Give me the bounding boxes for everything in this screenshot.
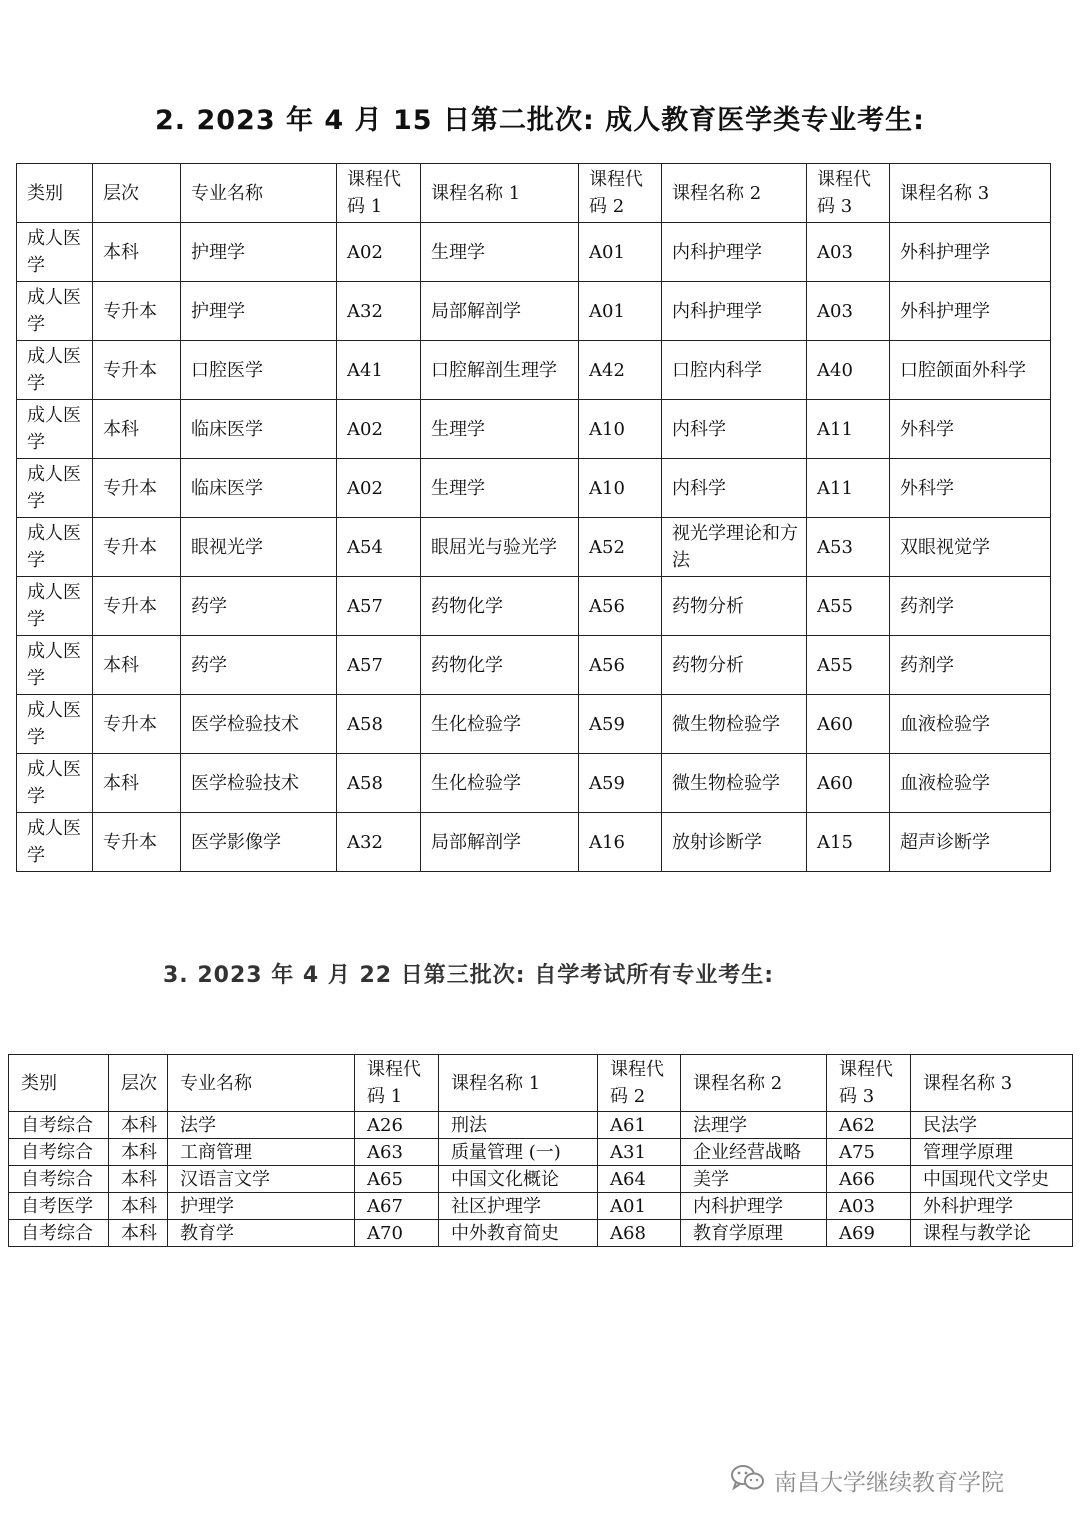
table-cell: A69 [827,1220,911,1247]
table-cell: 工商管理 [168,1139,355,1166]
table-cell: A70 [355,1220,439,1247]
table-row [17,223,1051,282]
table-cell: 成人医学 [17,282,93,341]
table-cell: 成人医学 [17,813,93,872]
table-cell: A16 [579,813,662,872]
table-cell: A57 [337,636,421,695]
wechat-icon [730,1463,766,1497]
table-cell: A59 [579,695,662,754]
table-cell: 护理学 [181,282,337,341]
table-cell: 药学 [181,636,337,695]
table-cell: A10 [579,459,662,518]
table-cell: 自考综合 [9,1139,109,1166]
table-cell: 美学 [681,1166,827,1193]
table-cell: 成人医学 [17,341,93,400]
table-cell: 本科 [109,1112,168,1139]
table-cell: A32 [337,282,421,341]
table-cell: 本科 [109,1139,168,1166]
section3-table-body [9,1055,1073,1247]
table-cell: 中国现代文学史 [911,1166,1073,1193]
table-row [9,1112,1073,1139]
table-cell: 汉语言文学 [168,1166,355,1193]
table-cell: 法理学 [681,1112,827,1139]
table-cell: A10 [579,400,662,459]
table-cell: 双眼视觉学 [890,518,1051,577]
table-cell: A32 [337,813,421,872]
table-cell: 成人医学 [17,400,93,459]
table-cell: A01 [579,223,662,282]
section2-title: 2. 2023 年 4 月 15 日第二批次: 成人教育医学类专业考生: [155,105,925,136]
table-cell: A56 [579,577,662,636]
table-cell: A41 [337,341,421,400]
table-cell: 内科护理学 [662,223,807,282]
table-row [17,282,1051,341]
table-cell: 本科 [93,400,181,459]
table-cell: 专升本 [93,695,181,754]
table-cell: A65 [355,1166,439,1193]
table-cell: A15 [807,813,890,872]
header-cell: 层次 [93,164,181,223]
table-header-row [17,164,1051,223]
table-cell: A68 [598,1220,681,1247]
table-cell: 自考综合 [9,1166,109,1193]
table-cell: 成人医学 [17,518,93,577]
table-cell: 口腔医学 [181,341,337,400]
header-cell: 课程名称 2 [681,1055,827,1112]
table-cell: 法学 [168,1112,355,1139]
header-cell: 课程代码 2 [579,164,662,223]
table-cell: 医学检验技术 [181,695,337,754]
table-cell: A01 [598,1193,681,1220]
table-cell: 生化检验学 [421,754,579,813]
section2-table [16,163,1051,872]
table-cell: 外科学 [890,400,1051,459]
table-row [17,459,1051,518]
table-row [17,577,1051,636]
table-cell: A59 [579,754,662,813]
table-cell: 护理学 [181,223,337,282]
table-cell: 专升本 [93,577,181,636]
table-cell: A64 [598,1166,681,1193]
table-cell: 内科学 [662,459,807,518]
table-cell: A58 [337,754,421,813]
table-header-row [9,1055,1073,1112]
table-row [9,1193,1073,1220]
table-cell: 刑法 [439,1112,598,1139]
table-cell: 本科 [93,754,181,813]
table-cell: A42 [579,341,662,400]
table-cell: 社区护理学 [439,1193,598,1220]
table-cell: 局部解剖学 [421,282,579,341]
table-cell: A26 [355,1112,439,1139]
table-cell: A02 [337,459,421,518]
header-cell: 课程名称 1 [421,164,579,223]
table-cell: 成人医学 [17,223,93,282]
table-cell: 外科护理学 [890,223,1051,282]
table-cell: 专升本 [93,282,181,341]
table-row [17,518,1051,577]
table-cell: 护理学 [168,1193,355,1220]
table-row [17,813,1051,872]
table-cell: 课程与教学论 [911,1220,1073,1247]
table-cell: A03 [807,223,890,282]
section3-table [8,1054,1073,1247]
table-cell: 成人医学 [17,459,93,518]
table-cell: A56 [579,636,662,695]
table-cell: 临床医学 [181,400,337,459]
table-row [17,400,1051,459]
section2-table-body [17,164,1051,872]
table-cell: 局部解剖学 [421,813,579,872]
table-cell: 本科 [109,1166,168,1193]
table-cell: 本科 [109,1193,168,1220]
header-cell: 层次 [109,1055,168,1112]
table-cell: 医学检验技术 [181,754,337,813]
table-cell: 本科 [93,636,181,695]
table-row [9,1139,1073,1166]
table-cell: 药物分析 [662,577,807,636]
table-cell: 外科学 [890,459,1051,518]
table-cell: A02 [337,223,421,282]
table-cell: 成人医学 [17,695,93,754]
table-cell: A02 [337,400,421,459]
table-cell: 企业经营战略 [681,1139,827,1166]
table-cell: 药剂学 [890,636,1051,695]
table-cell: 眼视光学 [181,518,337,577]
table-cell: A67 [355,1193,439,1220]
header-cell: 课程名称 3 [890,164,1051,223]
table-cell: 内科护理学 [662,282,807,341]
table-cell: 成人医学 [17,754,93,813]
header-cell: 课程代码 3 [807,164,890,223]
table-cell: 药物化学 [421,577,579,636]
table-cell: 药剂学 [890,577,1051,636]
header-cell: 课程名称 1 [439,1055,598,1112]
table-cell: A40 [807,341,890,400]
table-cell: A11 [807,459,890,518]
table-cell: 管理学原理 [911,1139,1073,1166]
table-cell: 血液检验学 [890,754,1051,813]
table-cell: 成人医学 [17,636,93,695]
table-cell: 外科护理学 [890,282,1051,341]
table-row [9,1166,1073,1193]
table-cell: 药物分析 [662,636,807,695]
table-cell: 眼屈光与验光学 [421,518,579,577]
table-cell: 超声诊断学 [890,813,1051,872]
table-cell: 自考医学 [9,1193,109,1220]
header-cell: 课程名称 3 [911,1055,1073,1112]
table-cell: A54 [337,518,421,577]
header-cell: 课程代码 2 [598,1055,681,1112]
table-cell: A75 [827,1139,911,1166]
table-cell: 视光学理论和方法 [662,518,807,577]
table-cell: A60 [807,754,890,813]
table-cell: A55 [807,636,890,695]
table-cell: A66 [827,1166,911,1193]
section3-title: 3. 2023 年 4 月 22 日第三批次: 自学考试所有专业考生: [163,963,775,988]
table-cell: 质量管理 (一) [439,1139,598,1166]
table-cell: 生理学 [421,223,579,282]
table-cell: A60 [807,695,890,754]
table-cell: A01 [579,282,662,341]
table-cell: 生理学 [421,400,579,459]
header-cell: 类别 [9,1055,109,1112]
table-cell: 口腔解剖生理学 [421,341,579,400]
table-row [9,1220,1073,1247]
table-cell: A58 [337,695,421,754]
table-cell: 内科护理学 [681,1193,827,1220]
table-cell: 微生物检验学 [662,754,807,813]
table-cell: 教育学 [168,1220,355,1247]
table-cell: A03 [807,282,890,341]
table-cell: A63 [355,1139,439,1166]
header-cell: 课程代码 1 [337,164,421,223]
table-cell: 外科护理学 [911,1193,1073,1220]
table-cell: 口腔内科学 [662,341,807,400]
table-cell: 教育学原理 [681,1220,827,1247]
table-cell: A55 [807,577,890,636]
table-row [17,636,1051,695]
table-cell: A52 [579,518,662,577]
table-cell: A62 [827,1112,911,1139]
header-cell: 类别 [17,164,93,223]
table-row [17,695,1051,754]
table-cell: A31 [598,1139,681,1166]
table-cell: A53 [807,518,890,577]
table-cell: A03 [827,1193,911,1220]
table-cell: 药物化学 [421,636,579,695]
table-cell: 口腔颌面外科学 [890,341,1051,400]
table-cell: 内科学 [662,400,807,459]
table-cell: 本科 [93,223,181,282]
header-cell: 课程名称 2 [662,164,807,223]
header-cell: 课程代码 1 [355,1055,439,1112]
table-cell: 专升本 [93,341,181,400]
table-cell: 民法学 [911,1112,1073,1139]
table-cell: 药学 [181,577,337,636]
table-cell: 生化检验学 [421,695,579,754]
table-cell: 放射诊断学 [662,813,807,872]
table-cell: 专升本 [93,518,181,577]
table-cell: 中外教育简史 [439,1220,598,1247]
table-cell: A61 [598,1112,681,1139]
table-row [17,754,1051,813]
header-cell: 课程代码 3 [827,1055,911,1112]
table-cell: 自考综合 [9,1220,109,1247]
table-cell: 自考综合 [9,1112,109,1139]
table-cell: 专升本 [93,459,181,518]
table-cell: 本科 [109,1220,168,1247]
table-cell: 成人医学 [17,577,93,636]
table-row [17,341,1051,400]
table-cell: 临床医学 [181,459,337,518]
header-cell: 专业名称 [181,164,337,223]
table-cell: 中国文化概论 [439,1166,598,1193]
watermark [730,1460,1060,1500]
table-cell: A11 [807,400,890,459]
header-cell: 专业名称 [168,1055,355,1112]
table-cell: 微生物检验学 [662,695,807,754]
table-cell: 医学影像学 [181,813,337,872]
table-cell: A57 [337,577,421,636]
watermark-text: 南昌大学继续教育学院 [774,1469,1004,1496]
table-cell: 生理学 [421,459,579,518]
table-cell: 血液检验学 [890,695,1051,754]
table-cell: 专升本 [93,813,181,872]
